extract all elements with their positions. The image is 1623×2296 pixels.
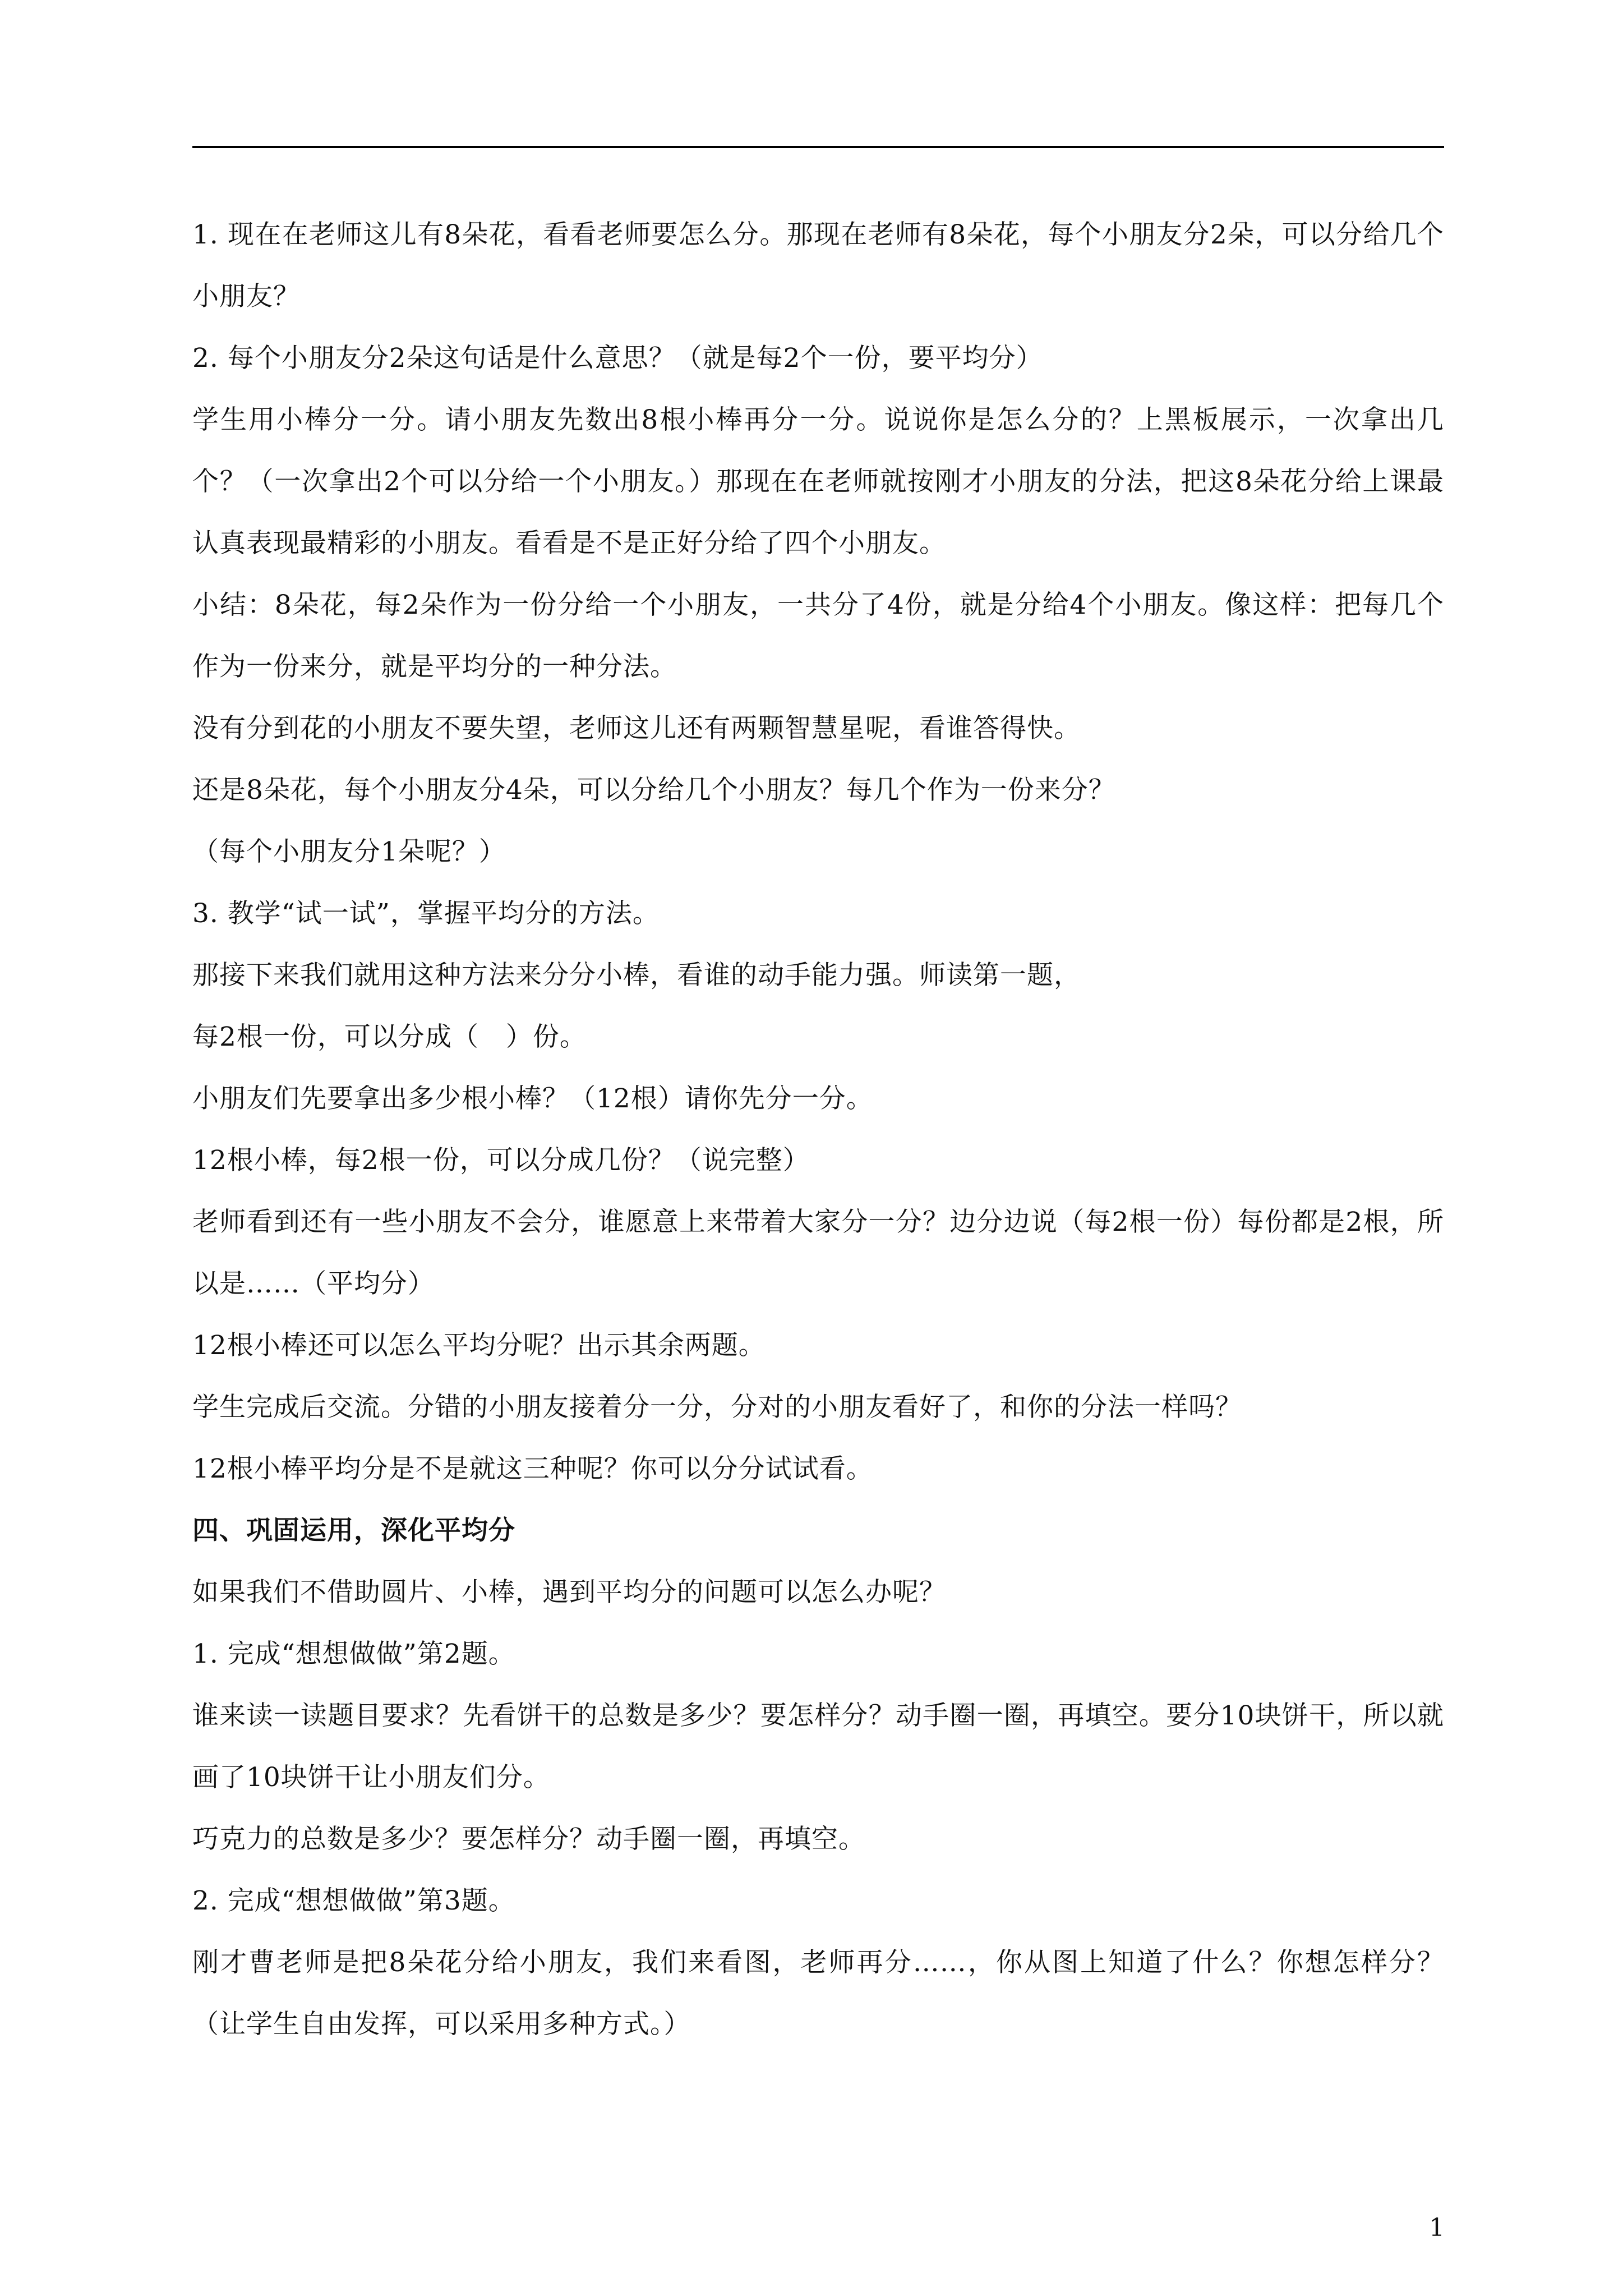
paragraph: 没有分到花的小朋友不要失望，老师这儿还有两颗智慧星呢，看谁答得快。 <box>192 713 1081 744</box>
paragraph: 2. 每个小朋友分2朵这句话是什么意思？（就是每2个一份，要平均分） <box>192 343 1043 374</box>
section-heading: 四、巩固运用，深化平均分 <box>192 1515 515 1546</box>
page-number: 1 <box>1429 2214 1445 2242</box>
header-rule <box>192 146 1444 148</box>
paragraph: 巧克力的总数是多少？要怎样分？动手圈一圈，再填空。 <box>192 1824 865 1855</box>
paragraph: 学生完成后交流。分错的小朋友接着分一分，分对的小朋友看好了，和你的分法一样吗？ <box>192 1392 1242 1423</box>
paragraph: 小结：8朵花，每2朵作为一份分给一个小朋友，一共分了4份，就是分给4个小朋友。像这样：把每几个作为一份来分，就是平均分的一种分法。 <box>192 590 1444 682</box>
paragraph: （每个小朋友分1朵呢？） <box>192 836 506 867</box>
paragraph: 1. 现在在老师这儿有8朵花，看看老师要怎么分。那现在老师有8朵花，每个小朋友分2朵，可以分给几个小朋友？ <box>192 219 1444 312</box>
paragraph: 那接下来我们就用这种方法来分分小棒，看谁的动手能力强。师读第一题， <box>192 960 1081 991</box>
paragraph: 还是8朵花，每个小朋友分4朵，可以分给几个小朋友？每几个作为一份来分？ <box>192 775 1115 806</box>
paragraph: 1. 完成“想想做做”第2题。 <box>192 1639 515 1669</box>
paragraph: 小朋友们先要拿出多少根小棒？（12根）请你先分一分。 <box>192 1083 873 1114</box>
paragraph: 每2根一份，可以分成（ ）份。 <box>192 1022 587 1052</box>
paragraph: 12根小棒，每2根一份，可以分成几份？（说完整） <box>192 1145 810 1176</box>
paragraph: 12根小棒平均分是不是就这三种呢？你可以分分试试看。 <box>192 1453 873 1484</box>
document-body <box>192 204 1444 2055</box>
paragraph: 3. 教学“试一试”，掌握平均分的方法。 <box>192 898 660 929</box>
paragraph: 学生用小棒分一分。请小朋友先数出8根小棒再分一分。说说你是怎么分的？上黑板展示，一次拿出几个？（一次拿出2个可以分给一个小朋友。）那现在在老师就按刚才小朋友的分法，把这8朵花分给上课最认真表现最精彩的小朋友。看看是不是正好分给了四个小朋友。 <box>192 404 1444 559</box>
paragraph: 老师看到还有一些小朋友不会分，谁愿意上来带着大家分一分？边分边说（每2根一份）每份都是2根，所以是……（平均分） <box>192 1207 1444 1299</box>
paragraph: 如果我们不借助圆片、小棒，遇到平均分的问题可以怎么办呢？ <box>192 1577 946 1608</box>
paragraph: 刚才曹老师是把8朵花分给小朋友，我们来看图，老师再分……，你从图上知道了什么？你想怎样分？（让学生自由发挥，可以采用多种方式。） <box>192 1947 1444 2040</box>
paragraph: 12根小棒还可以怎么平均分呢？出示其余两题。 <box>192 1330 766 1361</box>
paragraph: 2. 完成“想想做做”第3题。 <box>192 1885 515 1916</box>
paragraph: 谁来读一读题目要求？先看饼干的总数是多少？要怎样分？动手圈一圈，再填空。要分10块饼干，所以就画了10块饼干让小朋友们分。 <box>192 1700 1444 1793</box>
